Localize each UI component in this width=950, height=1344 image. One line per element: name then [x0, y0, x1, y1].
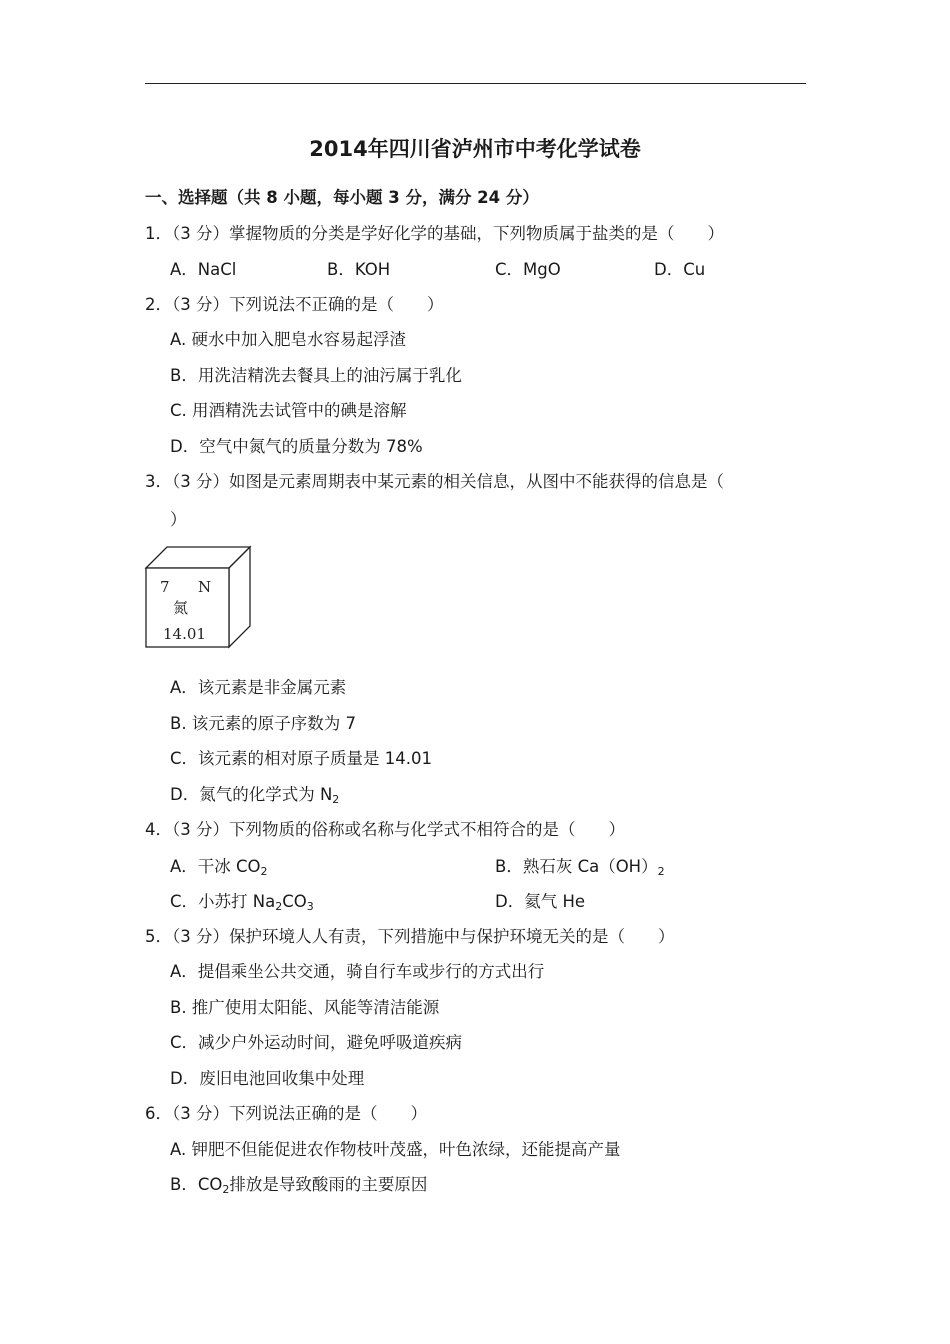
q1-option-a: A．NaCl [170, 260, 237, 279]
element-name: 氮 [173, 599, 189, 617]
question-3-stem-cont: ） [170, 510, 187, 529]
header-rule [145, 83, 806, 84]
element-symbol: N [198, 578, 212, 596]
q4-option-a: A．干冰 $CO_2$ [170, 857, 268, 878]
question-6-stem: 6．（3 分）下列说法正确的是（ ） [145, 1104, 427, 1123]
question-3-stem: 3．（3 分）如图是元素周期表中某元素的相关信息，从图中不能获得的信息是（ [145, 472, 724, 491]
q3-option-b: B. 该元素的原子序数为 7 [170, 714, 357, 733]
q5-option-a: A．提倡乘坐公共交通，骑自行车或步行的方式出行 [170, 962, 545, 981]
q2-option-c: C. 用酒精洗去试管中的碘是溶解 [170, 401, 407, 420]
q3-option-c: C．该元素的相对原子质量是 14.01 [170, 749, 433, 768]
q5-option-d: D．废旧电池回收集中处理 [170, 1069, 365, 1088]
q2-option-d: D．空气中氮气的质量分数为 78% [170, 437, 423, 456]
q6-option-a: A. 钾肥不但能促进农作物枝叶茂盛，叶色浓绿，还能提高产量 [170, 1140, 621, 1159]
question-1-stem: 1．（3 分）掌握物质的分类是学好化学的基础，下列物质属于盐类的是（ ） [145, 224, 724, 243]
q1-option-c: C．MgO [495, 260, 561, 279]
q5-option-c: C．减少户外运动时间，避免呼吸道疾病 [170, 1033, 463, 1052]
q4-option-d: D．氦气 He [495, 892, 586, 911]
element-atomic-mass: 14.01 [163, 625, 206, 643]
element-atomic-number: 7 [160, 578, 170, 596]
exam-title: 2014年四川省泸州市中考化学试卷 [309, 137, 641, 161]
element-tile-figure [143, 544, 253, 649]
q5-option-b: B. 推广使用太阳能、风能等清洁能源 [170, 998, 440, 1017]
question-4-stem: 4．（3 分）下列物质的俗称或名称与化学式不相符合的是（ ） [145, 820, 625, 839]
section-heading: 一、选择题（共 8 小题，每小题 3 分，满分 24 分） [145, 188, 539, 207]
question-2-stem: 2．（3 分）下列说法不正确的是（ ） [145, 295, 444, 314]
q3-option-a: A．该元素是非金属元素 [170, 678, 347, 697]
q4-option-c: C．小苏打 $Na_2CO_3$ [170, 892, 314, 913]
q3-option-d: D．氮气的化学式为 $N_2$ [170, 785, 340, 806]
q1-option-d: D．Cu [654, 260, 706, 279]
q1-option-b: B．KOH [327, 260, 391, 279]
q2-option-b: B．用洗洁精洗去餐具上的油污属于乳化 [170, 366, 462, 385]
q6-option-b: B．$CO_2$排放是导致酸雨的主要原因 [170, 1175, 428, 1196]
q2-option-a: A. 硬水中加入肥皂水容易起浮渣 [170, 330, 406, 349]
question-5-stem: 5．（3 分）保护环境人人有责，下列措施中与保护环境无关的是（ ） [145, 927, 675, 946]
q4-option-b: B．熟石灰 $Ca(OH)_2$ [495, 857, 665, 878]
